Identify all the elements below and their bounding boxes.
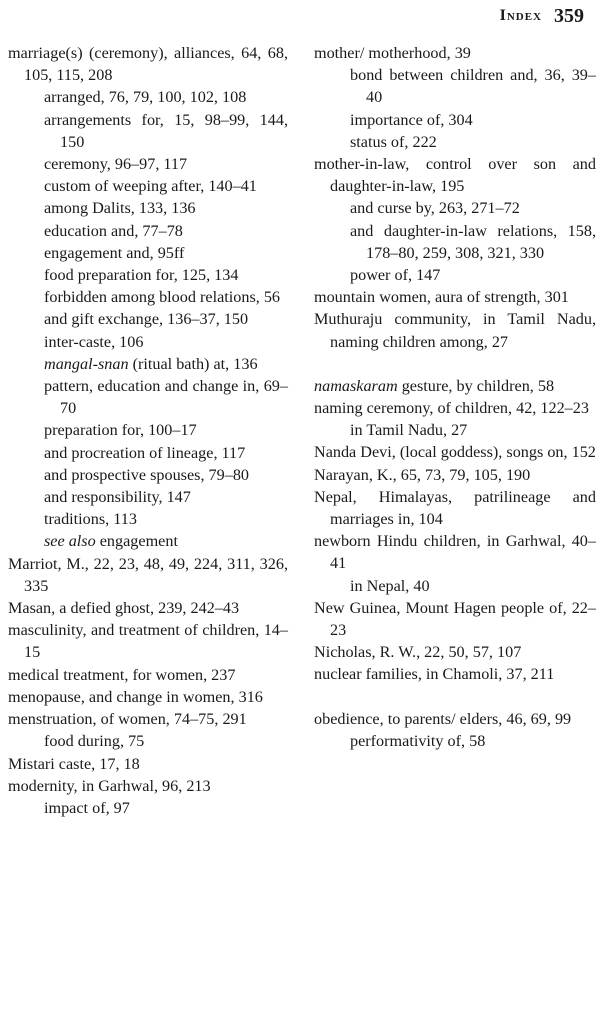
index-entry-text: arranged, 76, 79, 100, 102, 108 bbox=[44, 88, 247, 107]
index-subentry bbox=[8, 442, 288, 464]
index-entry-text: (ritual bath) at, 136 bbox=[128, 354, 258, 373]
index-entry-text: obedience, to parents/ elders, 46, 69, 99 bbox=[314, 709, 572, 728]
index-subentry bbox=[314, 131, 596, 153]
index-subentry bbox=[8, 264, 288, 286]
index-subentry bbox=[8, 242, 288, 264]
index-subentry bbox=[314, 264, 596, 286]
index-subentry bbox=[8, 308, 288, 330]
index-entry-text: importance of, 304 bbox=[350, 110, 473, 129]
index-entry-text: mother-in-law, control over son and daughter-in-law, 195 bbox=[314, 155, 596, 196]
index-entry bbox=[314, 153, 596, 197]
index-entry-text: bond between children and, 36, 39–40 bbox=[350, 66, 596, 107]
index-entry-text: preparation for, 100–17 bbox=[44, 421, 197, 440]
index-subentry bbox=[314, 575, 596, 597]
index-entry bbox=[8, 664, 288, 686]
index-entry-text: Masan, a defied ghost, 239, 242–43 bbox=[8, 599, 240, 618]
index-subentry bbox=[314, 197, 596, 219]
index-subentry bbox=[8, 508, 288, 530]
index-entry bbox=[8, 753, 288, 775]
index-entry-text: food during, 75 bbox=[44, 732, 145, 751]
index-entry-text: nuclear families, in Chamoli, 37, 211 bbox=[314, 665, 555, 684]
index-subentry bbox=[314, 730, 596, 752]
index-entry-text: newborn Hindu children, in Garhwal, 40–41 bbox=[314, 532, 596, 573]
index-entry-text: food preparation for, 125, 134 bbox=[44, 266, 239, 285]
index-entry-text: menopause, and change in women, 316 bbox=[8, 687, 263, 706]
index-entry bbox=[314, 530, 596, 574]
index-entry-text: and daughter-in-law relations, 158, 178–80, 259, 308, 321, 330 bbox=[350, 221, 596, 262]
index-entry-text: and responsibility, 147 bbox=[44, 488, 191, 507]
index-subentry bbox=[314, 419, 596, 441]
index-entry-text: and gift exchange, 136–37, 150 bbox=[44, 310, 249, 329]
index-entry bbox=[314, 663, 596, 685]
index-entry bbox=[314, 286, 596, 308]
index-subentry bbox=[8, 419, 288, 441]
index-entry bbox=[8, 597, 288, 619]
index-entry-text: Marriot, M., 22, 23, 48, 49, 224, 311, 326, 335 bbox=[8, 554, 288, 595]
index-entry bbox=[314, 397, 596, 419]
index-entry-text: performativity of, 58 bbox=[350, 731, 486, 750]
index-entry-text: in Tamil Nadu, 27 bbox=[350, 421, 468, 440]
index-entry-text: mother/ motherhood, 39 bbox=[314, 44, 471, 62]
index-entry-text: New Guinea, Mount Hagen people of, 22–23 bbox=[314, 598, 596, 640]
index-entry-text: and prospective spouses, 79–80 bbox=[44, 465, 250, 484]
index-entry-text: marriage(s) (ceremony), alliances, 64, 68, 105, 115, 208 bbox=[8, 44, 288, 85]
index-subentry bbox=[8, 286, 288, 308]
index-entry-text: custom of weeping after, 140–41 bbox=[44, 177, 257, 196]
index-entry-text: education and, 77–78 bbox=[44, 221, 183, 240]
index-entry bbox=[314, 708, 596, 730]
index-entry bbox=[314, 42, 596, 64]
index-entry-text: forbidden among blood relations, 56 bbox=[44, 288, 281, 307]
index-entry bbox=[8, 775, 288, 797]
index-subentry bbox=[8, 797, 288, 819]
index-entry-text: and procreation of lineage, 117 bbox=[44, 443, 246, 462]
page-number: 359 bbox=[554, 4, 584, 27]
index-subentry bbox=[8, 220, 288, 242]
index-entry bbox=[8, 708, 288, 730]
index-entry bbox=[314, 641, 596, 663]
index-column-left bbox=[8, 42, 288, 819]
index-entry-text: Mistari caste, 17, 18 bbox=[8, 754, 140, 773]
index-term-italic: mangal-snan bbox=[44, 354, 129, 373]
index-subentry bbox=[8, 331, 288, 353]
index-subentry bbox=[8, 197, 288, 219]
index-entry bbox=[314, 308, 596, 352]
index-term-italic: see also bbox=[44, 532, 96, 551]
index-subentry bbox=[314, 64, 596, 108]
index-entry-text: Muthuraju community, in Tamil Nadu, naming children among, 27 bbox=[314, 310, 596, 351]
index-subentry bbox=[8, 109, 288, 153]
index-entry-text: menstruation, of women, 74–75, 291 bbox=[8, 710, 247, 729]
index-entry-text: arrangements for, 15, 98–99, 144, 150 bbox=[44, 110, 288, 151]
index-entry-text: masculinity, and treatment of children, 14–15 bbox=[8, 621, 288, 662]
index-subentry bbox=[8, 730, 288, 752]
index-entry bbox=[314, 597, 596, 641]
index-subentry bbox=[314, 109, 596, 131]
index-subentry bbox=[8, 153, 288, 175]
index-entry-text: pattern, education and change in, 69–70 bbox=[44, 377, 288, 418]
index-entry-text: among Dalits, 133, 136 bbox=[44, 199, 196, 218]
index-subentry bbox=[8, 86, 288, 108]
index-entry bbox=[8, 686, 288, 708]
running-header-label: Index bbox=[499, 7, 542, 24]
index-entry bbox=[314, 375, 596, 397]
index-entry-text: engagement and, 95ff bbox=[44, 243, 185, 262]
index-entry bbox=[314, 441, 596, 463]
index-entry-text: mountain women, aura of strength, 301 bbox=[314, 288, 569, 307]
index-subentry bbox=[8, 486, 288, 508]
index-entry-text: Nanda Devi, (local goddess), songs on, 152 bbox=[314, 443, 596, 462]
index-subentry bbox=[314, 220, 596, 264]
index-entry bbox=[314, 486, 596, 530]
running-header bbox=[500, 0, 600, 32]
index-entry-text: and curse by, 263, 271–72 bbox=[350, 199, 520, 218]
index-entry-text: ceremony, 96–97, 117 bbox=[44, 155, 188, 174]
index-entry-text: status of, 222 bbox=[350, 132, 437, 151]
index-term-italic: namaskaram bbox=[314, 376, 398, 395]
index-entry-text: Nepal, Himalayas, patrilineage and marriages in, 104 bbox=[314, 487, 596, 529]
index-entry-text: inter-caste, 106 bbox=[44, 332, 144, 351]
index-subentry bbox=[8, 353, 288, 375]
index-entry-text: engagement bbox=[95, 532, 178, 551]
index-entry-text: modernity, in Garhwal, 96, 213 bbox=[8, 776, 211, 795]
index-entry-text: in Nepal, 40 bbox=[350, 576, 430, 595]
index-entry-text: Nicholas, R. W., 22, 50, 57, 107 bbox=[314, 643, 522, 662]
index-entry bbox=[8, 553, 288, 597]
index-subentry bbox=[8, 175, 288, 197]
index-subentry bbox=[8, 464, 288, 486]
index-entry bbox=[8, 42, 288, 86]
index-entry-text: naming ceremony, of children, 42, 122–23 bbox=[314, 399, 589, 418]
index-entry bbox=[8, 619, 288, 663]
index-subentry bbox=[8, 530, 288, 552]
index-entry-text: impact of, 97 bbox=[44, 798, 130, 817]
index-subentry bbox=[8, 375, 288, 419]
index-entry-text: power of, 147 bbox=[350, 266, 441, 285]
index-entry-text: gesture, by children, 58 bbox=[397, 376, 555, 395]
index-entry-text: Narayan, K., 65, 73, 79, 105, 190 bbox=[314, 465, 531, 484]
index-entry-text: medical treatment, for women, 237 bbox=[8, 665, 236, 684]
index-column-right bbox=[314, 42, 596, 752]
index-entry bbox=[314, 464, 596, 486]
index-entry-text: traditions, 113 bbox=[44, 510, 137, 529]
